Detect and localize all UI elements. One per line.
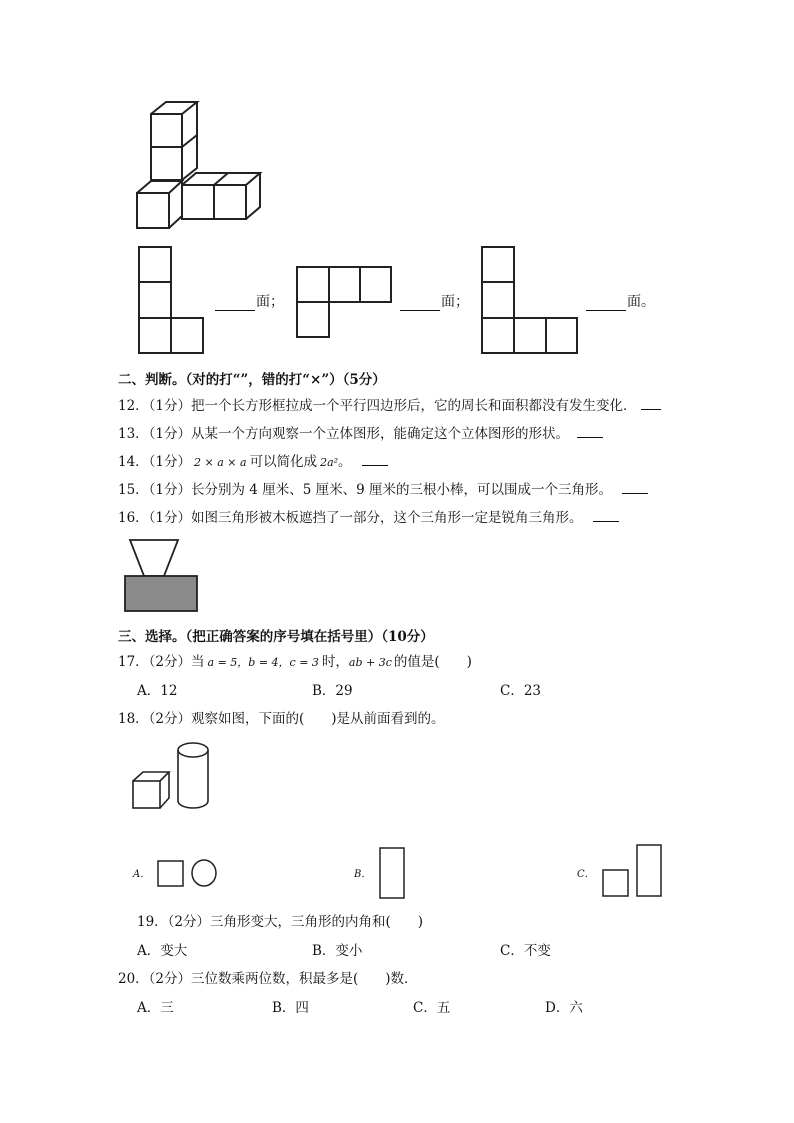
- q20-option-b[interactable]: B．四: [272, 1000, 309, 1016]
- q17-option-b[interactable]: B．29: [312, 683, 353, 699]
- question-12-text: 12．（1分）把一个长方形框拉成一个平行四边形后，它的周长和面积都没有发生变化．: [118, 398, 637, 414]
- question-15-text: 15．（1分）长分别为 4 厘米、5 厘米、9 厘米的三根小棒，可以围成一个三角形。: [118, 482, 612, 498]
- q17-option-a[interactable]: A．12: [137, 683, 178, 699]
- question-14-mid: 可以简化成: [249, 454, 318, 470]
- section3-heading: 三、选择。（把正确答案的序号填在括号里）（10分）: [118, 629, 434, 645]
- q19-option-a[interactable]: A．变大: [137, 943, 188, 959]
- q20-option-c[interactable]: C．五: [413, 1000, 451, 1016]
- question-16-text: 16．（1分）如图三角形被木板遮挡了一部分，这个三角形一定是锐角三角形。: [118, 510, 583, 526]
- question-17-mid: 时，: [321, 654, 349, 670]
- question-14-result: 2a²: [320, 456, 339, 469]
- question-20: 20．（2分）三位数乘两位数，积最多是( )数．: [118, 971, 418, 987]
- question-19: 19．（2分）三角形变大，三角形的内角和( ): [137, 914, 424, 930]
- question-17-end: 的值是( ): [393, 654, 472, 670]
- question-14-end: 。: [338, 454, 352, 470]
- q19-option-b[interactable]: B．变小: [312, 943, 363, 959]
- question-17-expr: ab + 3c: [348, 656, 392, 669]
- view-label-3: 面。: [627, 294, 655, 310]
- question-17-prefix: 17．（2分）当: [118, 654, 205, 670]
- section2-heading: 二、判断。（对的打“”，错的打“×”）（5分）: [118, 372, 386, 388]
- question-17-condition: a = 5，b = 4，c = 3: [207, 656, 319, 669]
- q20-option-d[interactable]: D．六: [545, 1000, 583, 1016]
- q18-option-b-label[interactable]: B．: [354, 869, 372, 880]
- view-label-2: 面；: [441, 294, 469, 310]
- q19-option-c[interactable]: C．不变: [500, 943, 551, 959]
- q18-option-c-label[interactable]: C．: [577, 869, 595, 880]
- q18-option-a-label[interactable]: A．: [133, 869, 151, 880]
- question-14-prefix: 14．（1分）: [118, 454, 192, 470]
- question-18: 18．（2分）观察如图，下面的( )是从前面看到的。: [118, 711, 445, 727]
- question-13-text: 13．（1分）从某一个方向观察一个立体图形，能确定这个立体图形的形状。: [118, 426, 570, 442]
- view-label-1: 面；: [256, 294, 284, 310]
- q20-option-a[interactable]: A．三: [137, 1000, 174, 1016]
- question-14-expr: 2 × a × a: [194, 456, 247, 469]
- q17-option-c[interactable]: C．23: [500, 683, 542, 699]
